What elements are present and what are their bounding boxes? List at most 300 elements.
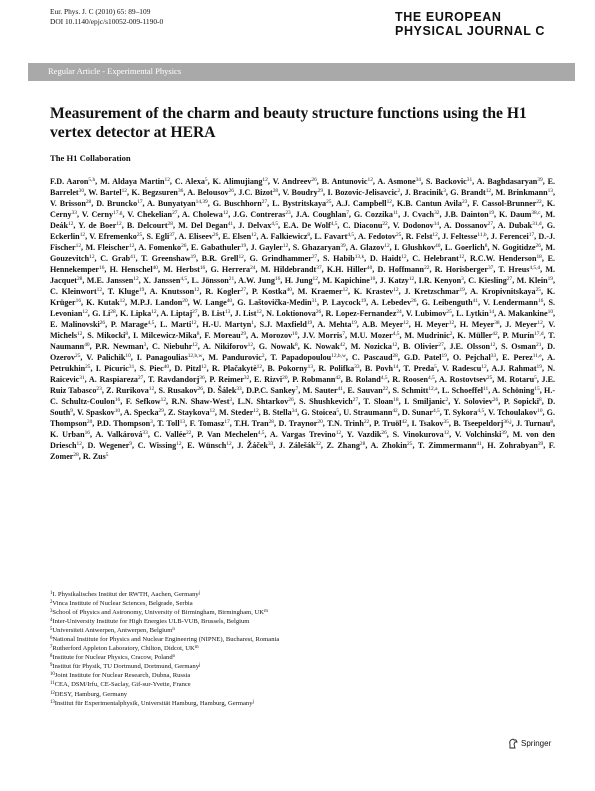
- author-affiliation-marks: 42: [401, 419, 407, 426]
- author-name: I. Smiljanic: [404, 397, 446, 407]
- author: [234, 419, 274, 428]
- author-name: K. Kutak: [86, 298, 120, 308]
- author-affiliation-marks: 32: [434, 210, 440, 217]
- author: [133, 331, 199, 340]
- author-name: A. Eliseev: [178, 232, 213, 242]
- author-name: M. Fleischer: [85, 243, 129, 253]
- author-name: V. Lubimov: [405, 309, 447, 319]
- author-affiliation-marks: 12: [367, 177, 373, 183]
- author-affiliation-marks: 38: [494, 320, 500, 327]
- author-affiliation-marks: 12: [129, 243, 135, 250]
- author: [187, 441, 232, 450]
- author-affiliation-marks: 12: [391, 342, 398, 349]
- author: [350, 243, 390, 252]
- author: [442, 386, 488, 395]
- author-name: L. Marti: [159, 320, 192, 330]
- author: [499, 210, 541, 219]
- author: [412, 254, 464, 263]
- author-name: P. Van Mechelen: [197, 430, 258, 440]
- author: [426, 177, 472, 186]
- author-affiliation-marks: 38,c: [531, 210, 541, 217]
- author-name: D. Hoffmann: [377, 265, 425, 275]
- author: [260, 232, 310, 241]
- author-name: B. Roland: [345, 375, 381, 385]
- author-name: J. Bracinik: [404, 188, 444, 198]
- author-name: A. Morozov: [250, 331, 293, 341]
- author: [336, 199, 392, 208]
- author-affiliation-marks: 12: [384, 243, 390, 250]
- author-name: H. Meyer: [459, 320, 495, 330]
- author-name: S. Schmitt: [392, 386, 429, 396]
- affiliation-footnote: j: [252, 699, 254, 705]
- author-affiliation-marks: 5: [105, 452, 109, 459]
- author: [411, 419, 448, 428]
- author-affiliation-marks: 13,k: [354, 254, 365, 261]
- author-name: R. Horisberger: [434, 265, 488, 275]
- author: [302, 331, 345, 340]
- author-affiliation-marks: 27: [438, 342, 444, 349]
- author-name: J. Cvach: [403, 210, 435, 220]
- author-name: C. Diaconu: [342, 221, 383, 231]
- author: [392, 375, 435, 384]
- author-name: E. Malinovski: [50, 320, 100, 330]
- author: [380, 276, 415, 285]
- author-name: Y. Soloviev: [453, 397, 493, 407]
- author-name: T. Greenshaw: [141, 254, 191, 264]
- author-name: C. Kiesling: [468, 276, 507, 286]
- author-name: M.P.J. Landon: [130, 298, 183, 308]
- author-name: R. Polifka: [318, 364, 355, 374]
- author-affiliation-marks: 12: [133, 276, 139, 283]
- author-affiliation-marks: 4,5: [347, 232, 355, 239]
- author: [314, 232, 354, 241]
- author-name: H.-U. Martyn: [202, 320, 252, 330]
- author-affiliation-marks: 12: [485, 188, 492, 195]
- author-name: A. Valkárová: [95, 430, 143, 440]
- author-affiliation-marks: 21: [228, 276, 235, 283]
- author-affiliation-marks: 13: [547, 188, 553, 195]
- author: [299, 397, 358, 406]
- author-affiliation-marks: 27: [192, 309, 198, 316]
- author-affiliation-marks: 27: [240, 287, 247, 294]
- author-affiliation-marks: 12: [256, 309, 262, 316]
- author-affiliation-marks: 12: [490, 342, 496, 349]
- author: [237, 298, 317, 307]
- author-name: Z. Rurikova: [106, 386, 149, 396]
- author-name: S. Egli: [146, 232, 170, 242]
- author-affiliation-marks: 8: [307, 232, 311, 239]
- author-affiliation-marks: 10: [547, 309, 554, 316]
- author-name: M. Rotaru: [497, 375, 535, 385]
- author-name: D. Traynor: [278, 419, 318, 429]
- author-name: P. Laycock: [322, 298, 361, 308]
- author-affiliation-marks: 8: [550, 419, 554, 426]
- author: [453, 397, 498, 406]
- author-affiliation-marks: 2: [261, 353, 265, 360]
- author-name: D. Bruncko: [96, 199, 138, 209]
- author: [254, 375, 288, 384]
- author-affiliation-marks: 42: [339, 342, 346, 349]
- author: [322, 177, 373, 186]
- author-affiliation-marks: 24: [396, 309, 402, 316]
- author-name: S.J. Maxfield: [259, 320, 307, 330]
- author-name: F. Cassol-Brunner: [472, 199, 537, 209]
- author-name: J. List: [234, 309, 257, 319]
- author: [279, 419, 323, 428]
- author-affiliation-marks: 22: [536, 199, 542, 206]
- affiliation-number: 11: [50, 681, 55, 687]
- author: [238, 276, 280, 285]
- author: [87, 276, 139, 285]
- author-name: B. Povh: [364, 364, 394, 374]
- author: [272, 199, 331, 208]
- author: [110, 265, 158, 274]
- author-name: O. Pejchal: [452, 353, 491, 363]
- author-affiliation-marks: 23: [285, 210, 291, 217]
- author: [127, 210, 177, 219]
- author: [419, 276, 464, 285]
- affiliation-text: Rutherford Appleton Laboratory, Chilton, Didcot, UK: [52, 645, 195, 653]
- author-name: A. Zhokin: [370, 441, 408, 451]
- author-affiliation-marks: 12: [82, 309, 88, 316]
- author: [106, 386, 154, 395]
- author-name: M. Sauter: [302, 386, 338, 396]
- author-name: E. Sauvan: [347, 386, 383, 396]
- author-affiliation-marks: 20: [282, 375, 288, 382]
- author-affiliation-marks: 10: [125, 353, 131, 360]
- author-name: X. Janssen: [143, 276, 181, 286]
- author-affiliation-marks: 3: [150, 419, 153, 426]
- author-affiliation-marks: 33: [490, 353, 497, 360]
- author: [267, 364, 313, 373]
- author: [293, 243, 346, 252]
- author-affiliation-marks: 13: [224, 309, 231, 316]
- author-name: I. Panagoulias: [136, 353, 188, 363]
- author-name: V. Dodonov: [392, 221, 434, 231]
- author-affiliation-marks: 11,b: [477, 232, 487, 239]
- author: [87, 331, 128, 340]
- author-affiliation-marks: 33: [142, 430, 148, 437]
- author-affiliation-marks: 37: [169, 232, 175, 239]
- author: [197, 430, 264, 439]
- author-affiliation-marks: 9: [129, 441, 133, 448]
- author-name: M. Jacquet: [50, 265, 556, 286]
- author-affiliation-marks: 17,d: [534, 331, 544, 338]
- author-name: T. Ravdandorj: [147, 375, 200, 385]
- author: [182, 210, 228, 219]
- author-name: B. List: [201, 309, 225, 319]
- author-name: R. Zus: [82, 452, 106, 462]
- author-name: F.D. Aaron: [50, 177, 89, 186]
- author-name: A. Lebedev: [370, 298, 412, 308]
- author-affiliation-marks: 14: [433, 221, 440, 228]
- author-name: J. Katzy: [379, 276, 409, 286]
- publisher-name: Springer: [521, 739, 552, 748]
- author-name: D. South: [50, 397, 556, 418]
- affiliation-text: Institut für Physik, TU Dortmund, Dortmund, Germany: [52, 663, 199, 671]
- author-name: N. Raicevic: [50, 364, 556, 385]
- author-affiliation-marks: 23: [96, 386, 102, 393]
- author-name: M. Deák: [50, 210, 556, 231]
- author: [394, 243, 440, 252]
- author-name: V. Chekelian: [127, 210, 173, 220]
- author-affiliation-marks: 27: [352, 397, 359, 404]
- author: [100, 177, 170, 186]
- affiliation-text: Inter-University Institute for High Energies ULB-VUB, Brussels, Belgium: [52, 618, 250, 626]
- author-affiliation-marks: 12: [226, 441, 232, 448]
- author-affiliation-marks: 37: [316, 265, 322, 272]
- author-name: C. Kleinwort: [50, 287, 97, 297]
- author: [370, 441, 412, 450]
- author: [350, 331, 400, 340]
- author-name: B. Delcourt: [126, 221, 168, 231]
- author-affiliation-marks: 2: [397, 188, 401, 195]
- author: [187, 188, 234, 197]
- author-affiliation-marks: 41: [472, 298, 479, 305]
- author: [497, 375, 537, 384]
- author: [492, 243, 541, 252]
- author-affiliation-marks: 2: [449, 331, 453, 338]
- author-name: A. Knutsson: [149, 287, 195, 297]
- author-name: P. Marage: [110, 320, 148, 330]
- author-affiliation-marks: 12: [403, 320, 409, 327]
- author: [175, 177, 208, 186]
- author-affiliation-marks: 12: [151, 309, 157, 316]
- author-affiliation-marks: 33: [236, 386, 242, 393]
- author: [285, 276, 318, 285]
- article-type: Regular Article - Experimental Physics: [48, 66, 182, 76]
- author-affiliation-marks: 14: [488, 309, 495, 316]
- author-affiliation-marks: 12: [79, 232, 86, 239]
- author-affiliation-marks: 12: [342, 287, 348, 294]
- author-affiliation-marks: 32: [315, 441, 321, 448]
- affiliation-text: CEA, DSM/Irfu, CE-Saclay, Gif-sur-Yvette, France: [54, 681, 191, 689]
- author: [327, 265, 372, 274]
- author-affiliation-marks: 17,g: [113, 210, 123, 217]
- author-name: R.C.W. Henderson: [469, 254, 537, 264]
- author-affiliation-marks: 24: [250, 265, 256, 272]
- author-affiliation-marks: 26: [311, 177, 317, 183]
- author-name: E. Hennekemper: [50, 254, 555, 275]
- author-name: K. Lipka: [119, 309, 152, 319]
- author-name: K. Krüger: [50, 287, 556, 308]
- author-name: V. Spaskov: [76, 408, 115, 418]
- author: [404, 331, 452, 340]
- author: [154, 430, 192, 439]
- author: [317, 320, 356, 329]
- author-name: K. Urban: [50, 430, 85, 440]
- author-affiliation-marks: 28: [85, 199, 92, 206]
- author: [124, 408, 164, 417]
- author-name: A. Mehta: [317, 320, 352, 330]
- author-name: M.E. Janssen: [86, 276, 134, 286]
- author: [235, 309, 262, 318]
- affiliation-footnote: o: [172, 654, 176, 660]
- author: [327, 419, 369, 428]
- author: [442, 232, 487, 241]
- author-affiliation-marks: 19: [306, 320, 313, 327]
- author: [370, 254, 407, 263]
- author-affiliation-marks: 5: [204, 177, 208, 183]
- author: [393, 430, 450, 439]
- author-affiliation-marks: 8: [484, 243, 488, 250]
- author-affiliation-marks: 37: [487, 265, 494, 272]
- author-name: I. Milcewicz-Mika: [132, 331, 197, 341]
- author-affiliation-marks: 28: [110, 309, 116, 316]
- author-name: K. Krastev: [353, 287, 394, 297]
- author-name: G. Leibenguth: [421, 298, 473, 308]
- author-affiliation-marks: 27: [506, 276, 513, 283]
- author-name: V. Tchoulakov: [488, 408, 538, 418]
- author-name: M. Steder: [219, 408, 254, 418]
- author-affiliation-marks: 5: [434, 364, 437, 371]
- author: [470, 254, 542, 263]
- author-name: S. Vinokurova: [392, 430, 444, 440]
- affiliation-footnote: j: [199, 663, 201, 669]
- author-name: G. Nowak: [258, 342, 295, 352]
- author: [86, 353, 131, 362]
- author-name: T. Kluge: [107, 287, 139, 297]
- author: [491, 364, 541, 373]
- author: [318, 364, 359, 373]
- author: [137, 353, 203, 362]
- author-name: K.B. Cantun Avila: [396, 199, 462, 209]
- author-name: P.D. Thompson: [96, 419, 151, 429]
- author: [209, 375, 249, 384]
- author-name: V. Andreev: [272, 177, 312, 186]
- author: [192, 276, 235, 285]
- author-name: J.C. Bizot: [238, 188, 273, 198]
- author-affiliation-marks: 12: [448, 320, 455, 327]
- citation-line: Eur. Phys. J. C (2010) 65: 89–109: [50, 7, 151, 16]
- author-name: D. Pitzl: [174, 364, 202, 374]
- author: [261, 265, 322, 274]
- author-affiliation-marks: 28: [359, 441, 366, 448]
- author: [160, 309, 197, 318]
- author-name: P. Truöl: [373, 419, 402, 429]
- author: [488, 408, 542, 417]
- author-affiliation-marks: 40: [366, 265, 373, 272]
- author-affiliation-marks: 33: [267, 441, 274, 448]
- author: [292, 375, 341, 384]
- author: [203, 342, 253, 351]
- author-name: T. Sykora: [443, 408, 478, 418]
- affiliation: [50, 644, 530, 653]
- affiliation-number: 7: [50, 645, 53, 651]
- author: [470, 287, 541, 296]
- author-name: B. Olivier: [403, 342, 439, 352]
- author-name: T. Sloan: [363, 397, 394, 407]
- author-name: A. Baghdasaryan: [476, 177, 538, 186]
- author-name: A. Makankine: [497, 309, 548, 319]
- author-affiliation-marks: 39: [537, 177, 543, 183]
- author-affiliation-marks: 16: [114, 397, 121, 404]
- author-name: V. Radescu: [441, 364, 482, 374]
- author: [96, 364, 135, 373]
- author: [85, 243, 134, 252]
- author-name: H. Jung: [284, 276, 313, 286]
- author-affiliation-marks: 8: [295, 342, 298, 349]
- affiliation: [50, 653, 530, 662]
- doi-line: DOI 10.1140/epjc/s10052-009-1190-0: [50, 17, 164, 26]
- author-name: M. von den Driesch: [50, 430, 555, 451]
- author-name: L. Favart: [314, 232, 348, 242]
- author: [252, 287, 292, 296]
- author: [406, 309, 452, 318]
- author: [301, 408, 339, 417]
- author-name: R.N. Shaw-West: [171, 397, 230, 407]
- author-name: V. Efremenko: [89, 232, 137, 242]
- author-affiliation-marks: 25: [136, 232, 143, 239]
- author-affiliation-marks: 20: [182, 298, 188, 305]
- author: [127, 221, 173, 230]
- affiliation: [50, 617, 530, 626]
- author: [259, 342, 298, 351]
- author-affiliation-marks: 12: [76, 331, 83, 338]
- author: [327, 188, 400, 197]
- author: [148, 375, 205, 384]
- author-affiliation-marks: 19: [360, 298, 367, 305]
- author-affiliation-marks: 25: [395, 232, 402, 239]
- author-name: D. Sunar: [401, 408, 433, 418]
- author: [498, 309, 553, 318]
- author-affiliation-marks: 12: [238, 254, 244, 261]
- author: [365, 364, 399, 373]
- author: [404, 353, 447, 362]
- author-affiliation-marks: 16: [84, 430, 90, 437]
- author: [392, 386, 437, 395]
- author: [250, 331, 297, 340]
- author-name: G. Stoicea: [301, 408, 337, 418]
- author: [377, 265, 429, 274]
- author: [131, 188, 183, 197]
- author-name: A. Liptaj: [160, 309, 193, 319]
- affiliation: [50, 699, 530, 708]
- author-affiliation-marks: 40: [163, 364, 170, 371]
- author-affiliation-marks: 10: [369, 276, 376, 283]
- author-affiliation-marks: 40: [435, 243, 441, 250]
- author: [266, 309, 321, 318]
- author-name: V. Cerny: [81, 210, 114, 220]
- author: [92, 309, 116, 318]
- author-name: S. Backovic: [425, 177, 467, 186]
- author-name: A. Schöning: [492, 386, 535, 396]
- author: [141, 254, 196, 263]
- author-affiliation-marks: 12,b,w: [331, 353, 346, 360]
- author-affiliation-marks: 12: [209, 408, 215, 415]
- author-name: T. Hreus: [498, 265, 530, 275]
- author-affiliation-marks: 16: [199, 265, 206, 272]
- author-name: G. Thompson: [50, 408, 555, 429]
- author-name: B.R. Grell: [201, 254, 239, 264]
- author: [208, 353, 264, 362]
- author: [303, 386, 343, 395]
- author-name: A. Vargas Trevino: [269, 430, 336, 440]
- author-name: P.R. Newman: [95, 342, 144, 352]
- author-affiliation-marks: 13: [307, 364, 314, 371]
- author-affiliation-marks: 7: [295, 386, 299, 393]
- author-name: S. Piec: [139, 364, 164, 374]
- author-name: M. Kapichine: [322, 276, 370, 286]
- author: [496, 188, 553, 197]
- author-affiliation-marks: 33: [71, 210, 77, 217]
- author: [111, 320, 155, 329]
- author-affiliation-marks: 36: [177, 188, 184, 195]
- author: [87, 441, 132, 450]
- affiliation: [50, 626, 530, 635]
- author-affiliation-marks: 12: [119, 298, 126, 305]
- author-affiliation-marks: 31: [311, 298, 318, 305]
